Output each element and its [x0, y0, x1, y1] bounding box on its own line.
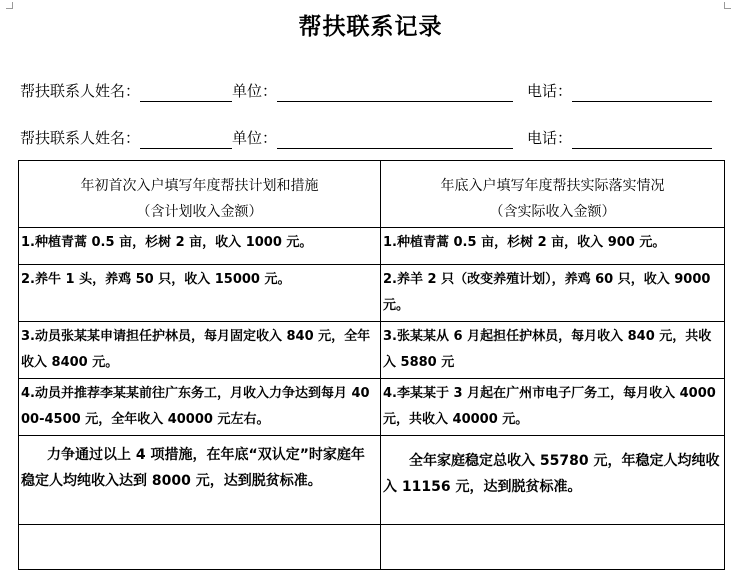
contact-row-2 [20, 127, 712, 149]
table-row [19, 322, 725, 379]
plan-header-note: （含计划收入金额） [136, 204, 263, 220]
table-row [19, 265, 725, 322]
contact-unit-field[interactable] [277, 83, 513, 102]
plan-summary[interactable]: 力争通过以上 4 项措施，在年底“双认定”时家庭年稳定人均纯收入达到 8000 元，达到脱贫标准。 [19, 436, 381, 525]
result-item-1[interactable]: 1.种植青蒿 0.5 亩，杉树 2 亩，收入 900 元。 [381, 228, 725, 265]
contact-name-label: 帮扶联系人姓名： [20, 129, 141, 147]
contact-name-label: 帮扶联系人姓名： [20, 82, 141, 100]
table-row [19, 228, 725, 265]
contact-unit-label: 单位： [232, 129, 278, 147]
plan-item-2[interactable]: 2.养牛 1 头，养鸡 50 只，收入 15000 元。 [19, 265, 381, 322]
table-row [19, 379, 725, 436]
contact-unit-label: 单位： [232, 82, 278, 100]
plan-item-1[interactable]: 1.种植青蒿 0.5 亩，杉树 2 亩，收入 1000 元。 [19, 228, 381, 265]
summary-row [19, 436, 725, 525]
assistance-table [18, 160, 725, 570]
plan-item-4[interactable]: 4.动员并推荐李某某前往广东务工，月收入力争达到每月 4000-4500 元，全年收入 40000 元左右。 [19, 379, 381, 436]
result-item-3[interactable]: 3.张某某从 6 月起担任护林员，每月收入 840 元，共收入 5880 元 [381, 322, 725, 379]
result-item-2[interactable]: 2.养羊 2 只（改变养殖计划），养鸡 60 只，收入 9000 元。 [381, 265, 725, 322]
blank-cell-right[interactable] [381, 525, 725, 570]
plan-header [19, 161, 381, 228]
contact-phone-field[interactable] [572, 130, 712, 149]
contact-phone-field[interactable] [572, 83, 712, 102]
document-title: 帮扶联系记录 [298, 13, 443, 40]
contact-phone-label: 电话： [527, 129, 573, 147]
table-header-row [19, 161, 725, 228]
plan-item-3[interactable]: 3.动员张某某申请担任护林员，每月固定收入 840 元，全年收入 8400 元。 [19, 322, 381, 379]
contact-phone-label: 电话： [527, 82, 573, 100]
result-header [381, 161, 725, 228]
contact-name-field[interactable] [140, 83, 232, 102]
plan-header-title: 年初首次入户填写年度帮扶计划和措施 [80, 178, 319, 194]
result-summary[interactable]: 全年家庭稳定总收入 55780 元，年稳定人均纯收入 11156 元，达到脱贫标准。 [381, 436, 725, 525]
result-header-title: 年底入户填写年度帮扶实际落实情况 [440, 178, 665, 194]
blank-cell-left[interactable] [19, 525, 381, 570]
contact-unit-field[interactable] [277, 130, 513, 149]
result-header-note: （含实际收入金额） [489, 204, 616, 220]
contact-name-field[interactable] [140, 130, 232, 149]
contact-row-1 [20, 80, 712, 102]
result-item-4[interactable]: 4.李某某于 3 月起在广州市电子厂务工，每月收入 4000 元，共收入 40000 元。 [381, 379, 725, 436]
table-row [19, 525, 725, 570]
